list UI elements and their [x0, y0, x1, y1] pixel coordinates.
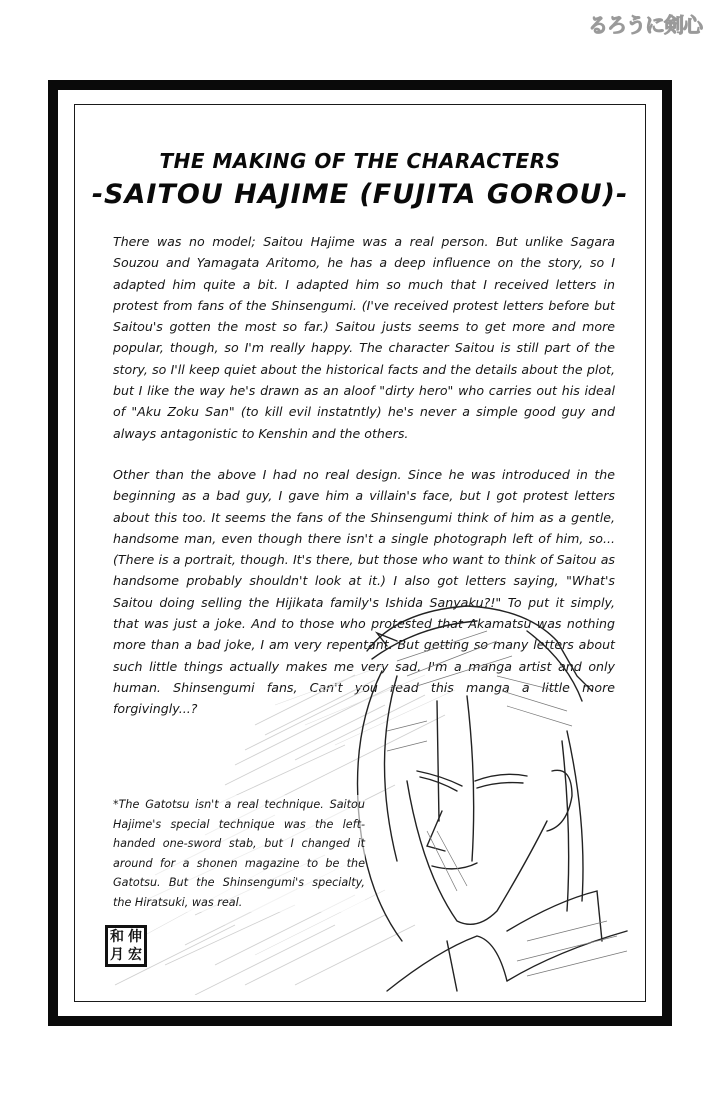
seal-char: 伸	[128, 929, 142, 945]
character-title: -SAITOU HAJIME (FUJITA GOROU)-	[91, 179, 629, 210]
artist-seal-stamp	[105, 925, 147, 967]
seal-char: 月	[110, 947, 124, 963]
saitou-sketch-illustration	[327, 581, 637, 1001]
section-heading: THE MAKING OF THE CHARACTERS	[159, 149, 561, 173]
page-frame	[48, 80, 672, 1026]
inner-page-border	[74, 104, 646, 1002]
seal-char: 和	[110, 929, 124, 945]
footnote: *The Gatotsu isn't a real technique. Saitou Hajime's special technique was the left-handed one-sword stab, but I changed it around for a shonen magazine to be the Gatotsu. But the Shinsengumi's specialty, the Hiratsuki, was real.	[113, 795, 365, 912]
paragraph: Other than the above I had no real design. Since he was introduced in the beginning as a bad guy, I gave him a villain's face, but I got protest letters about this too. It seems the fans of the Shinsengumi think of him as a gentle, handsome man, even though there isn't a single photograph left of him, so... (There is a portrait, though. It's there, but those who want to think of Saitou as handsome probably shouldn't look at it.) I also got letters saying, "What's Saitou doing selling the Hijikata family's Ishida Sanyaku?!" To put it simply, that was just a joke. And to those who protested that Akamatsu was nothing more than a bad joke, I am very repentant. But getting so many letters about such little things actually makes me very sad. I'm a manga artist and only human. Shinsengumi fans, Can't you read this manga a little more forgivingly...?	[113, 466, 615, 717]
seal-char: 宏	[128, 947, 142, 963]
series-logo-watermark: るろうに剣心	[588, 13, 702, 37]
paragraph: There was no model; Saitou Hajime was a real person. But unlike Sagara Souzou and Yamagata Aritomo, he has a deep influence on the story, so I adapted him quite a bit. I adapted him so much that I received letters in protest from fans of the Shinsengumi. (I've received protest letters before but Saitou's gotten the most so far.) Saitou justs seems to get more and more popular, though, so I'm really happy. The character Saitou is still part of the story, so I'll keep quiet about the historical facts and the details about the plot, but I like the way he's drawn as an aloof "dirty hero" who carries out his ideal of "Aku Zoku San" (to kill evil instatntly) he's never a simple good guy and always antagonistic to Kenshin and the others.	[113, 234, 615, 441]
